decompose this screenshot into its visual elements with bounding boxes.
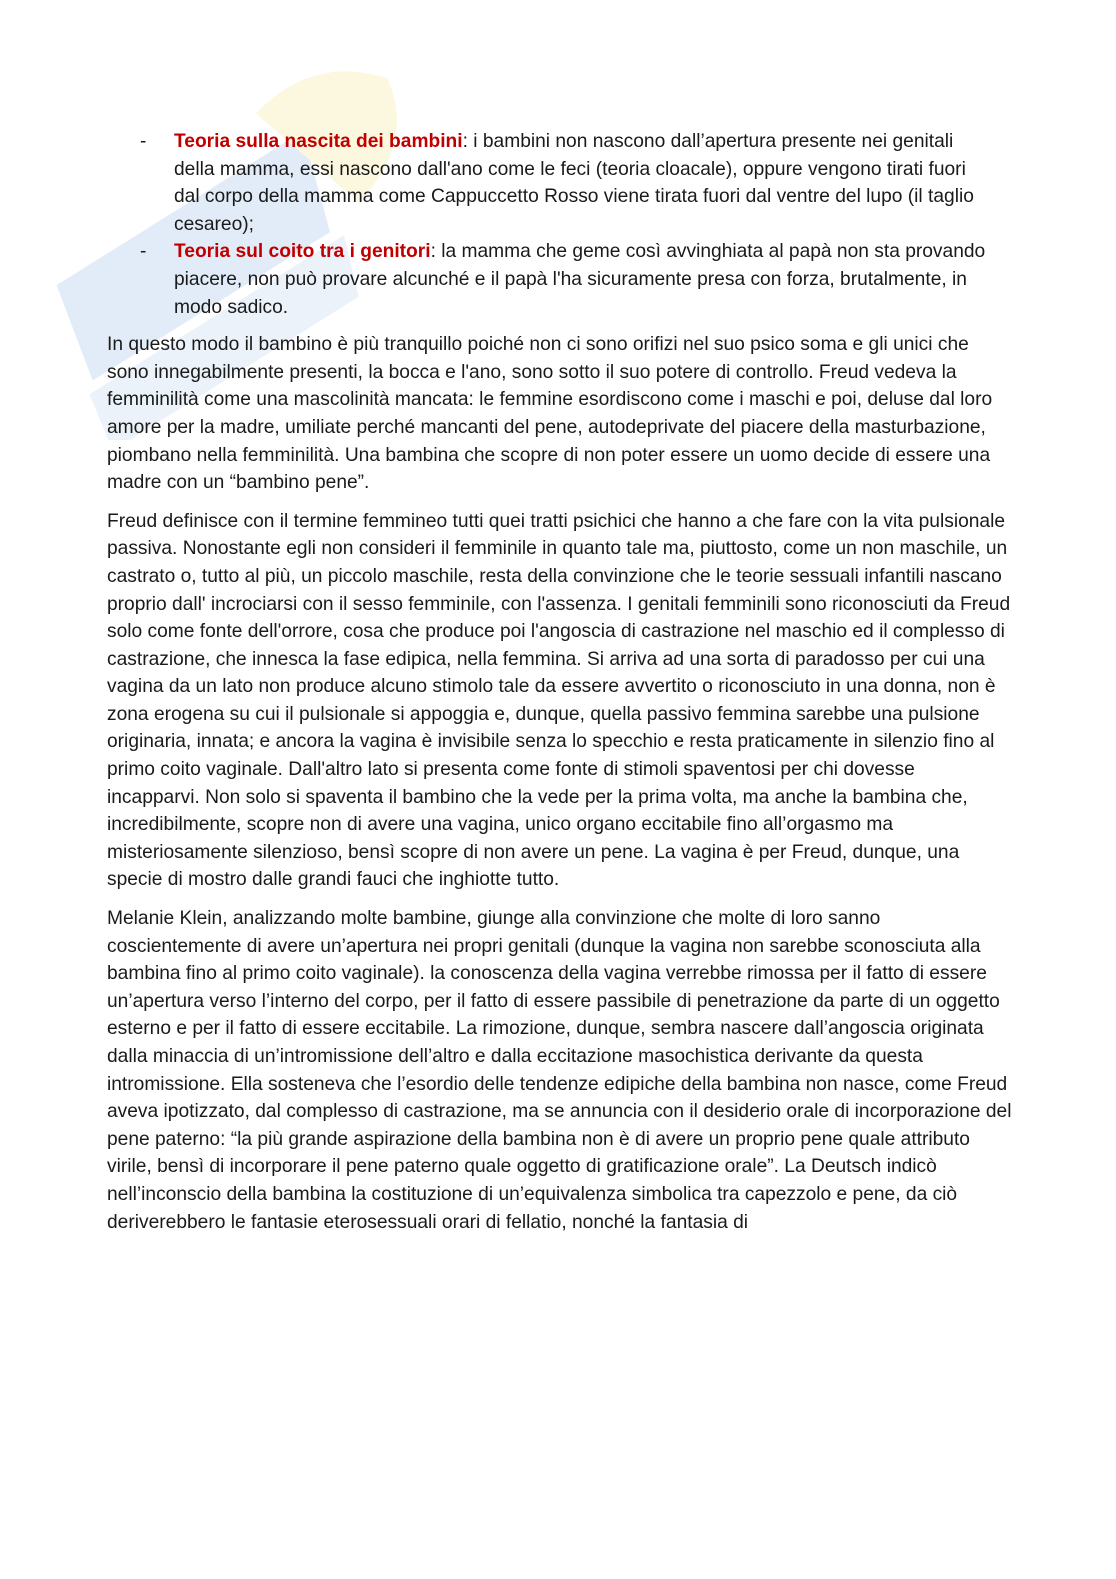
paragraph: Freud definisce con il termine femmineo tutti quei tratti psichici che hanno a che fare con la vita pulsionale passiva. Nonostante egli non consideri il femminile in quanto tale ma, piuttosto, come un non maschile, un castrato o, tutto al più, un piccolo maschile, resta della convinzione che le teorie sessuali infantili nascano proprio dall' incrociarsi con il sesso femminile, con l'assenza. I genitali femminili sono riconosciuti da Freud solo come fonte dell'orrore, cosa che produce poi l'angoscia di castrazione nel maschio ed il complesso di castrazione, che innesca la fase edipica, nella femmina. Si arriva ad una sorta di paradosso per cui una vagina da un lato non produce alcuno stimolo tale da essere avvertito o riconosciuto in una donna, non è zona erogena su cui il pulsionale si appoggia e, dunque, quella passivo femmina sarebbe una pulsione originaria, innata; e ancora la vagina è invisibile senza lo specchio e resta praticamente in silenzio fino al primo coito vaginale. Dall'altro lato si presenta come fonte di stimoli spaventosi per chi dovesse incapparvi. Non solo si spaventa il bambino che la vede per la prima volta, ma anche la bambina che, incredibilmente, scopre non di avere una vagina, unico organo eccitabile fino all’orgasmo ma misteriosamente silenzioso, bensì scopre di non avere un pene. La vagina è per Freud, dunque, una specie di mostro dalle grandi fauci che inghiotte tutto. xyxy=(107,510,1011,891)
theory-list xyxy=(107,128,1012,321)
paragraph: In questo modo il bambino è più tranquillo poiché non ci sono orifizi nel suo psico soma e gli unici che sono innegabilmente presenti, la bocca e l'ano, sono sotto il suo potere di controllo. Freud vedeva la femminilità come una mascolinità mancata: le femmine esordiscono come i maschi e poi, deluse dal loro amore per la madre, umiliate perché mancanti del pene, autodeprivate del piacere della masturbazione, piombano nella femminilità. Una bambina che scopre di non poter essere un uomo decide di essere una madre con un “bambino pene”. xyxy=(107,334,993,494)
list-item xyxy=(107,128,1012,238)
list-item-text: : la mamma che geme così avvinghiata al papà non sta provando piacere, non può provare alcunché e il papà l'ha sicuramente presa con forza, brutalmente, in modo sadico. xyxy=(174,241,986,318)
list-item-heading: Teoria sul coito tra i genitori xyxy=(174,241,431,263)
list-dash: - xyxy=(140,131,147,152)
document-body xyxy=(107,128,1012,1247)
list-item xyxy=(107,238,1012,321)
list-item-text: : i bambini non nascono dall’apertura presente nei genitali della mamma, essi nascono dall'ano come le feci (teoria cloacale), oppure vengono tirati fuori dal corpo della mamma come Cappuccetto Rosso viene tirata fuori dal ventre del lupo (il taglio cesareo); xyxy=(174,131,974,235)
list-item-heading: Teoria sulla nascita dei bambini xyxy=(174,131,463,152)
list-dash: - xyxy=(140,241,147,263)
paragraph: Melanie Klein, analizzando molte bambine, giunge alla convinzione che molte di loro sanno coscientemente di avere un’apertura nei propri genitali (dunque la vagina non sarebbe sconosciuta alla bambina fino al primo coito vaginale). la conoscenza della vagina verrebbe rimossa per il fatto di essere un’apertura verso l’interno del corpo, per il fatto di essere passibile di penetrazione da parte di un oggetto esterno e per il fatto di essere eccitabile. La rimozione, dunque, sembra nascere dall’angoscia originata dalla minaccia di un’intromissione dell’altro e dalla eccitazione masochistica derivante da questa intromissione. Ella sosteneva che l’esordio delle tendenze edipiche della bambina non nasce, come Freud aveva ipotizzato, dal complesso di castrazione, ma se annuncia con il desiderio orale di incorporazione del pene paterno: “la più grande aspirazione della bambina non è di avere un proprio pene quale attributo virile, bensì di incorporare il pene paterno quale oggetto di gratificazione orale”. La Deutsch indicò nell’inconscio della bambina la costituzione di un’equivalenza simbolica tra capezzolo e pene, da ciò deriverebbero le fantasie eterosessuali orari di fellatio, nonché la fantasia di xyxy=(107,908,1012,1233)
